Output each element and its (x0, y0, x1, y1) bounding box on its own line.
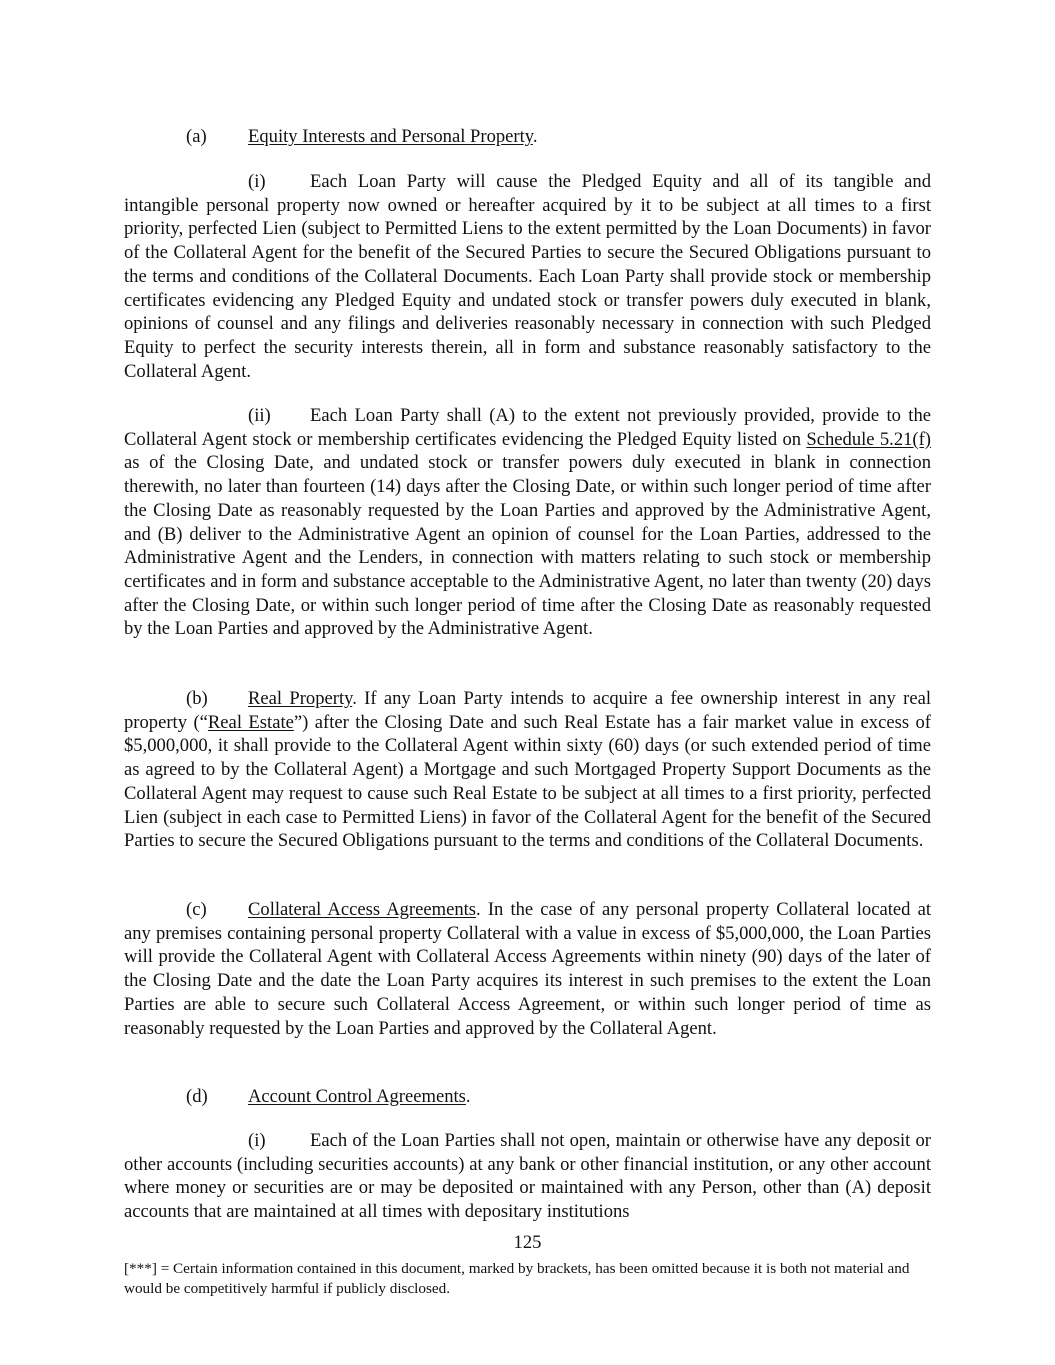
schedule-reference: Schedule 5.21(f) (806, 428, 931, 450)
section-c (124, 898, 931, 1040)
section-a-item-ii-text-1: Each Loan Party shall (A) to the extent not previously provided, provide to the Collateral Agent stock or membership certificates evidencing the Pledged Equity listed on (124, 405, 931, 450)
section-a-title-suffix: . (532, 126, 538, 147)
section-d-heading (124, 1085, 931, 1109)
section-b-text-2: ”) after the Closing Date and such Real Estate has a fair market value in excess of $5,000,000, it shall provide to the Collateral Agent within sixty (60) days (or such extended period of time as agreed to by the Collateral Agent) a Mortgage and such Mortgaged Property Support Documents as the Collateral Agent may request to cause such Real Estate to be subject at all times to a first priority, perfected Lien (subject in each case to Permitted Liens) in favor of the Collateral Agent for the benefit of the Secured Parties to secure the Secured Obligations pursuant to the terms and conditions of the Collateral Documents. (124, 711, 931, 852)
section-a-item-i (124, 170, 931, 383)
section-a-item-i-text: Each Loan Party will cause the Pledged Equity and all of its tangible and intangible personal property now owned or hereafter acquired by it to be subject at all times to a first priority, perfected Lien (subject to Permitted Liens to the extent permitted by the Loan Documents) in favor of the Collateral Agent for the benefit of the Secured Parties to secure the Secured Obligations pursuant to the terms and conditions of the Collateral Documents. Each Loan Party shall provide stock or membership certificates evidencing any Pledged Equity and undated stock or transfer powers duly executed in blank, opinions of counsel and any filings and deliveries reasonably necessary in connection with such Pledged Equity to perfect the security interests therein, all in form and substance reasonably satisfactory to the Collateral Agent. (124, 171, 931, 382)
section-a-heading (124, 125, 931, 149)
section-c-text: . In the case of any personal property Collateral located at any premises containing personal property Collateral with a value in excess of $5,000,000, the Loan Parties will provide the Collateral Agent with Collateral Access Agreements within ninety (90) days of the later of the Closing Date and the date the Loan Party acquires its interest in such premises to the extent the Loan Parties are able to secure such Collateral Access Agreement, or within such longer period of time as reasonably requested by the Loan Parties and approved by the Collateral Agent. (124, 899, 931, 1039)
section-a-item-ii (124, 404, 931, 641)
section-b-title: Real Property (248, 688, 353, 709)
section-a-title: Equity Interests and Personal Property (248, 126, 533, 147)
section-d-item-i (124, 1129, 931, 1224)
page-number: 125 (513, 1232, 542, 1253)
section-a-item-ii-text-2: as of the Closing Date, and undated stock or transfer powers duly executed in blank in connection therewith, no later than fourteen (14) days after the Closing Date, or within such longer period of time after the Closing Date as reasonably requested by the Loan Parties and approved by the Administrative Agent, and (B) deliver to the Administrative Agent an opinion of counsel for the Loan Parties, addressed to the Administrative Agent and the Lenders, in connection with matters relating to such stock or membership certificates and in form and substance acceptable to the Administrative Agent, no later than twenty (20) days after the Closing Date, or within such longer period of time after the Closing Date as reasonably requested by the Loan Parties and approved by the Administrative Agent. (124, 452, 932, 640)
real-estate-defined-term: Real Estate (207, 711, 294, 733)
confidentiality-footnote: [***] = Certain information contained in this document, marked by brackets, has been omitted because it is both not material and would be competitively harmful if publicly disclosed. (124, 1260, 910, 1297)
section-d-title-suffix: . (465, 1086, 471, 1107)
section-d-item-i-label: (i) (248, 1130, 266, 1151)
section-d-label: (d) (186, 1086, 208, 1107)
section-a-label: (a) (186, 126, 207, 147)
section-b-label: (b) (186, 688, 208, 709)
section-b-text-1: . If any Loan Party intends to acquire a fee ownership interest in any real property (“ (124, 688, 931, 733)
section-a-item-i-label: (i) (248, 171, 266, 192)
section-d-item-i-text: Each of the Loan Parties shall not open, maintain or otherwise have any deposit or other accounts (including securities accounts) at any bank or other financial institution, or any other account where money or securities are or may be deposited or maintained with any Person, other than (A) deposit accounts that are maintained at all times with depositary institutions (124, 1130, 931, 1223)
section-c-label: (c) (186, 899, 207, 920)
section-a-item-ii-label: (ii) (248, 405, 271, 426)
section-c-title: Collateral Access Agreements (248, 899, 477, 920)
section-d-title: Account Control Agreements (248, 1086, 466, 1107)
section-b (124, 687, 931, 853)
